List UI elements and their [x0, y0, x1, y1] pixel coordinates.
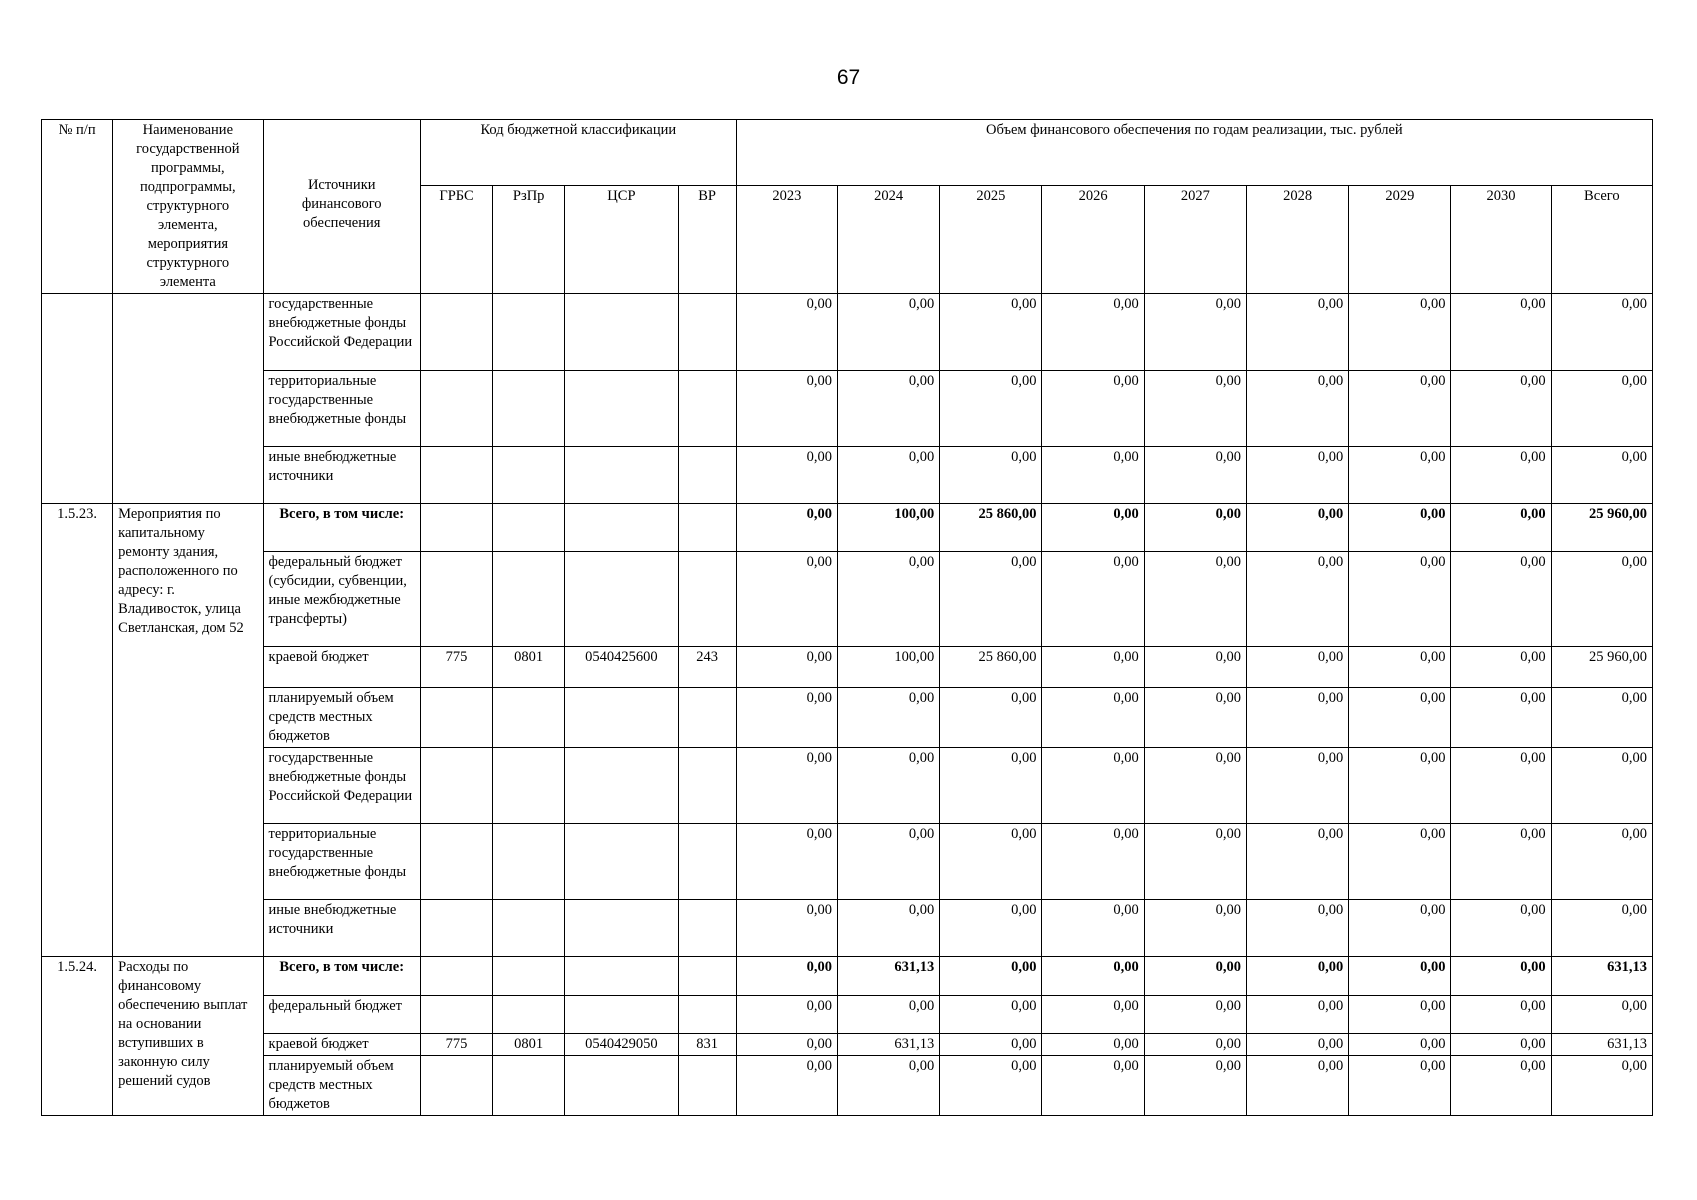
- grbs-code: [420, 824, 492, 900]
- value-2024: 0,00: [837, 371, 939, 447]
- value-2027: 0,00: [1144, 552, 1246, 647]
- table-row: [42, 688, 1653, 748]
- value-2025: 25 860,00: [940, 647, 1042, 688]
- vr-code: [678, 996, 736, 1034]
- value-2023: 0,00: [736, 294, 837, 371]
- grbs-code: [420, 504, 492, 552]
- value-2023: 0,00: [736, 371, 837, 447]
- vr-code: [678, 371, 736, 447]
- table-row: [42, 447, 1653, 504]
- value-2029: 0,00: [1349, 647, 1451, 688]
- value-2029: 0,00: [1349, 688, 1451, 748]
- funding-source: краевой бюджет: [263, 1034, 420, 1056]
- value-2027: 0,00: [1144, 688, 1246, 748]
- header-code-vr: ВР: [678, 185, 736, 294]
- value-2023: 0,00: [736, 957, 837, 996]
- value-2029: 0,00: [1349, 996, 1451, 1034]
- value-2028: 0,00: [1246, 1034, 1348, 1056]
- funding-source: государственные внебюджетные фонды Российской Федерации: [263, 294, 420, 371]
- header-year-2027: 2027: [1144, 185, 1246, 294]
- table-row: [42, 647, 1653, 688]
- value-2030: 0,00: [1451, 824, 1551, 900]
- rzpr-code: [493, 552, 565, 647]
- value-total: 0,00: [1551, 824, 1652, 900]
- header-code-csr: ЦСР: [565, 185, 678, 294]
- value-2024: 0,00: [837, 900, 939, 957]
- value-2029: 0,00: [1349, 824, 1451, 900]
- value-total: 0,00: [1551, 1056, 1652, 1116]
- value-2026: 0,00: [1042, 647, 1144, 688]
- item-number: [42, 294, 113, 504]
- csr-code: [565, 957, 678, 996]
- value-2023: 0,00: [736, 1056, 837, 1116]
- value-2028: 0,00: [1246, 688, 1348, 748]
- csr-code: [565, 688, 678, 748]
- csr-code: [565, 900, 678, 957]
- value-2030: 0,00: [1451, 294, 1551, 371]
- vr-code: 243: [678, 647, 736, 688]
- value-2029: 0,00: [1349, 1056, 1451, 1116]
- grbs-code: 775: [420, 1034, 492, 1056]
- grbs-code: [420, 552, 492, 647]
- value-total: 25 960,00: [1551, 504, 1652, 552]
- header-source: Источники финансового обеспечения: [263, 120, 420, 294]
- value-2024: 0,00: [837, 748, 939, 824]
- header-year-2026: 2026: [1042, 185, 1144, 294]
- value-total: 0,00: [1551, 447, 1652, 504]
- table-row: [42, 294, 1653, 371]
- csr-code: [565, 504, 678, 552]
- grbs-code: [420, 996, 492, 1034]
- grbs-code: [420, 957, 492, 996]
- header-budget-code-group: Код бюджетной классификации: [420, 120, 736, 186]
- header-year-2029: 2029: [1349, 185, 1451, 294]
- value-2024: 100,00: [837, 647, 939, 688]
- vr-code: [678, 294, 736, 371]
- rzpr-code: [493, 824, 565, 900]
- header-year-2023: 2023: [736, 185, 837, 294]
- value-2027: 0,00: [1144, 957, 1246, 996]
- value-total: 25 960,00: [1551, 647, 1652, 688]
- value-total: 0,00: [1551, 688, 1652, 748]
- value-2030: 0,00: [1451, 447, 1551, 504]
- rzpr-code: [493, 294, 565, 371]
- rzpr-code: [493, 371, 565, 447]
- value-2030: 0,00: [1451, 957, 1551, 996]
- funding-source: федеральный бюджет (субсидии, субвенции, иные межбюджетные трансферты): [263, 552, 420, 647]
- value-2030: 0,00: [1451, 552, 1551, 647]
- vr-code: [678, 957, 736, 996]
- grbs-code: [420, 1056, 492, 1116]
- value-2028: 0,00: [1246, 748, 1348, 824]
- value-2023: 0,00: [736, 647, 837, 688]
- value-2027: 0,00: [1144, 447, 1246, 504]
- value-2030: 0,00: [1451, 371, 1551, 447]
- value-2024: 100,00: [837, 504, 939, 552]
- funding-source: федеральный бюджет: [263, 996, 420, 1034]
- value-2025: 0,00: [940, 824, 1042, 900]
- value-2027: 0,00: [1144, 294, 1246, 371]
- value-2027: 0,00: [1144, 748, 1246, 824]
- value-2027: 0,00: [1144, 1056, 1246, 1116]
- funding-source: Всего, в том числе:: [263, 957, 420, 996]
- rzpr-code: [493, 504, 565, 552]
- item-number: 1.5.23.: [42, 504, 113, 957]
- item-number: 1.5.24.: [42, 957, 113, 1116]
- value-2023: 0,00: [736, 504, 837, 552]
- table-row: [42, 957, 1653, 996]
- funding-source: государственные внебюджетные фонды Российской Федерации: [263, 748, 420, 824]
- value-2026: 0,00: [1042, 824, 1144, 900]
- value-2025: 25 860,00: [940, 504, 1042, 552]
- grbs-code: [420, 371, 492, 447]
- funding-source: территориальные государственные внебюджетные фонды: [263, 824, 420, 900]
- csr-code: 0540429050: [565, 1034, 678, 1056]
- csr-code: [565, 294, 678, 371]
- value-2023: 0,00: [736, 688, 837, 748]
- value-2028: 0,00: [1246, 552, 1348, 647]
- rzpr-code: [493, 748, 565, 824]
- value-2025: 0,00: [940, 957, 1042, 996]
- vr-code: [678, 688, 736, 748]
- header-row-1: [42, 120, 1653, 186]
- value-2027: 0,00: [1144, 504, 1246, 552]
- value-2029: 0,00: [1349, 294, 1451, 371]
- value-2024: 631,13: [837, 1034, 939, 1056]
- value-2025: 0,00: [940, 294, 1042, 371]
- value-2027: 0,00: [1144, 900, 1246, 957]
- value-2023: 0,00: [736, 996, 837, 1034]
- value-2025: 0,00: [940, 371, 1042, 447]
- rzpr-code: [493, 900, 565, 957]
- header-year-2028: 2028: [1246, 185, 1348, 294]
- value-2029: 0,00: [1349, 552, 1451, 647]
- value-2026: 0,00: [1042, 1056, 1144, 1116]
- value-2025: 0,00: [940, 447, 1042, 504]
- value-2026: 0,00: [1042, 957, 1144, 996]
- value-2028: 0,00: [1246, 996, 1348, 1034]
- value-2028: 0,00: [1246, 447, 1348, 504]
- table-row: [42, 748, 1653, 824]
- funding-source: территориальные государственные внебюджетные фонды: [263, 371, 420, 447]
- csr-code: [565, 748, 678, 824]
- csr-code: [565, 1056, 678, 1116]
- value-2028: 0,00: [1246, 957, 1348, 996]
- value-2027: 0,00: [1144, 371, 1246, 447]
- value-2026: 0,00: [1042, 688, 1144, 748]
- header-name: Наименование государственной программы, подпрограммы, структурного элемента, мероприятия структурного элемента: [113, 120, 263, 294]
- value-2024: 0,00: [837, 996, 939, 1034]
- value-2028: 0,00: [1246, 824, 1348, 900]
- funding-source: планируемый объем средств местных бюджетов: [263, 688, 420, 748]
- value-2025: 0,00: [940, 1034, 1042, 1056]
- csr-code: [565, 371, 678, 447]
- csr-code: 0540425600: [565, 647, 678, 688]
- header-year-2030: 2030: [1451, 185, 1551, 294]
- table-row: [42, 900, 1653, 957]
- value-2030: 0,00: [1451, 748, 1551, 824]
- item-name: [113, 294, 263, 504]
- value-2023: 0,00: [736, 552, 837, 647]
- value-2026: 0,00: [1042, 996, 1144, 1034]
- value-total: 0,00: [1551, 371, 1652, 447]
- value-2030: 0,00: [1451, 900, 1551, 957]
- vr-code: 831: [678, 1034, 736, 1056]
- header-volume-group: Объем финансового обеспечения по годам реализации, тыс. рублей: [736, 120, 1652, 186]
- grbs-code: [420, 447, 492, 504]
- value-2030: 0,00: [1451, 504, 1551, 552]
- vr-code: [678, 900, 736, 957]
- value-2028: 0,00: [1246, 294, 1348, 371]
- value-2024: 0,00: [837, 688, 939, 748]
- value-2030: 0,00: [1451, 1034, 1551, 1056]
- value-2026: 0,00: [1042, 371, 1144, 447]
- value-2030: 0,00: [1451, 688, 1551, 748]
- funding-source: иные внебюджетные источники: [263, 900, 420, 957]
- grbs-code: [420, 688, 492, 748]
- table-row: [42, 824, 1653, 900]
- value-total: 0,00: [1551, 996, 1652, 1034]
- item-name: Расходы по финансовому обеспечению выплат на основании вступивших в законную силу решений судов: [113, 957, 263, 1116]
- value-total: 0,00: [1551, 900, 1652, 957]
- table-row: [42, 371, 1653, 447]
- header-code-rzpr: РзПр: [493, 185, 565, 294]
- rzpr-code: [493, 996, 565, 1034]
- value-total: 631,13: [1551, 1034, 1652, 1056]
- vr-code: [678, 824, 736, 900]
- value-2026: 0,00: [1042, 1034, 1144, 1056]
- value-2029: 0,00: [1349, 1034, 1451, 1056]
- funding-source: краевой бюджет: [263, 647, 420, 688]
- value-2029: 0,00: [1349, 900, 1451, 957]
- value-total: 0,00: [1551, 552, 1652, 647]
- value-2026: 0,00: [1042, 504, 1144, 552]
- value-2026: 0,00: [1042, 447, 1144, 504]
- funding-source: планируемый объем средств местных бюджетов: [263, 1056, 420, 1116]
- csr-code: [565, 552, 678, 647]
- value-2025: 0,00: [940, 1056, 1042, 1116]
- value-2026: 0,00: [1042, 748, 1144, 824]
- table-row: [42, 996, 1653, 1034]
- value-2030: 0,00: [1451, 1056, 1551, 1116]
- csr-code: [565, 824, 678, 900]
- value-2027: 0,00: [1144, 824, 1246, 900]
- value-2028: 0,00: [1246, 647, 1348, 688]
- csr-code: [565, 996, 678, 1034]
- financing-table: [41, 119, 1653, 1116]
- value-2029: 0,00: [1349, 371, 1451, 447]
- value-2026: 0,00: [1042, 552, 1144, 647]
- value-2023: 0,00: [736, 447, 837, 504]
- grbs-code: [420, 748, 492, 824]
- value-2023: 0,00: [736, 1034, 837, 1056]
- value-2025: 0,00: [940, 996, 1042, 1034]
- value-2026: 0,00: [1042, 900, 1144, 957]
- vr-code: [678, 1056, 736, 1116]
- value-2023: 0,00: [736, 900, 837, 957]
- grbs-code: 775: [420, 647, 492, 688]
- value-2024: 0,00: [837, 1056, 939, 1116]
- rzpr-code: 0801: [493, 1034, 565, 1056]
- value-2027: 0,00: [1144, 1034, 1246, 1056]
- value-total: 631,13: [1551, 957, 1652, 996]
- rzpr-code: [493, 1056, 565, 1116]
- value-2024: 0,00: [837, 552, 939, 647]
- page-number: 67: [836, 66, 861, 89]
- rzpr-code: [493, 447, 565, 504]
- value-2025: 0,00: [940, 688, 1042, 748]
- value-2029: 0,00: [1349, 447, 1451, 504]
- value-total: 0,00: [1551, 294, 1652, 371]
- grbs-code: [420, 900, 492, 957]
- table-row: [42, 504, 1653, 552]
- value-2024: 0,00: [837, 447, 939, 504]
- value-2028: 0,00: [1246, 900, 1348, 957]
- value-2024: 631,13: [837, 957, 939, 996]
- header-year-2025: 2025: [940, 185, 1042, 294]
- vr-code: [678, 748, 736, 824]
- table-row: [42, 1034, 1653, 1056]
- vr-code: [678, 552, 736, 647]
- header-year-2024: 2024: [837, 185, 939, 294]
- header-total: Всего: [1551, 185, 1652, 294]
- vr-code: [678, 447, 736, 504]
- value-2023: 0,00: [736, 748, 837, 824]
- value-2028: 0,00: [1246, 1056, 1348, 1116]
- table-row: [42, 552, 1653, 647]
- value-2029: 0,00: [1349, 748, 1451, 824]
- header-code-grbs: ГРБС: [420, 185, 492, 294]
- value-2025: 0,00: [940, 900, 1042, 957]
- value-2024: 0,00: [837, 824, 939, 900]
- rzpr-code: [493, 688, 565, 748]
- value-2025: 0,00: [940, 748, 1042, 824]
- value-2027: 0,00: [1144, 996, 1246, 1034]
- value-2029: 0,00: [1349, 504, 1451, 552]
- value-2028: 0,00: [1246, 504, 1348, 552]
- value-2024: 0,00: [837, 294, 939, 371]
- csr-code: [565, 447, 678, 504]
- funding-source: иные внебюджетные источники: [263, 447, 420, 504]
- funding-source: Всего, в том числе:: [263, 504, 420, 552]
- value-2026: 0,00: [1042, 294, 1144, 371]
- grbs-code: [420, 294, 492, 371]
- vr-code: [678, 504, 736, 552]
- value-2023: 0,00: [736, 824, 837, 900]
- header-num: № п/п: [42, 120, 113, 294]
- value-2027: 0,00: [1144, 647, 1246, 688]
- item-name: Мероприятия по капитальному ремонту здания, расположенного по адресу: г. Владивосток, улица Светланская, дом 52: [113, 504, 263, 957]
- rzpr-code: 0801: [493, 647, 565, 688]
- table-row: [42, 1056, 1653, 1116]
- rzpr-code: [493, 957, 565, 996]
- value-2025: 0,00: [940, 552, 1042, 647]
- value-2029: 0,00: [1349, 957, 1451, 996]
- value-2028: 0,00: [1246, 371, 1348, 447]
- value-2030: 0,00: [1451, 996, 1551, 1034]
- value-total: 0,00: [1551, 748, 1652, 824]
- value-2030: 0,00: [1451, 647, 1551, 688]
